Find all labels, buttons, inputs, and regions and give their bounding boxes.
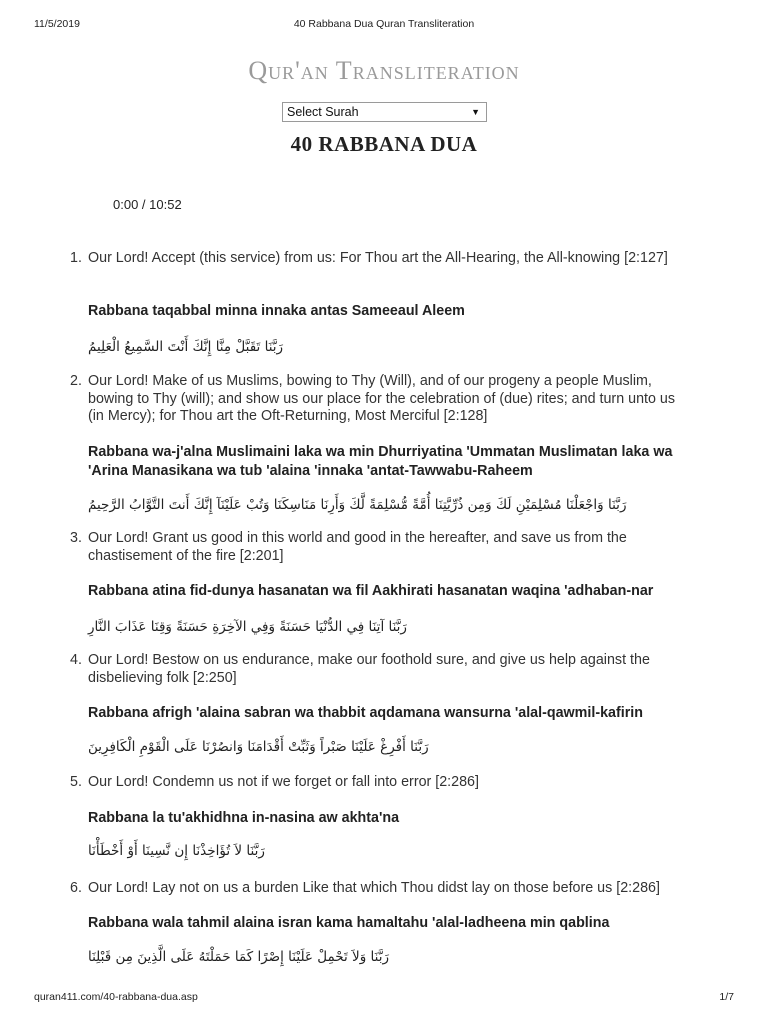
dua-number: 1. [70, 250, 82, 266]
dua-english: Our Lord! Grant us good in this world and good in the hereafter, and save us from the chastisement of the fire [2:201] [88, 530, 627, 564]
surah-select[interactable] [282, 102, 487, 122]
dua-arabic: رَبَّنَا وَلاَ تَحْمِلْ عَلَيْنَا إِصْرًا كَمَا حَمَلْتَهُ عَلَى الَّذِينَ مِن قَبْلِنَا [88, 949, 390, 965]
dua-arabic: رَبَّنَا وَاجْعَلْنَا مُسْلِمَيْنِ لَكَ وَمِن ذُرِّيَّتِنَا أُمَّةً مُّسْلِمَةً لَّكَ وَأَرِنَا مَنَاسِكَنَا وَتُبْ عَلَيْنَآ إِنَّكَ أَنتَ التَّوَّابُ الرَّحِيمُ [88, 497, 627, 513]
dua-transliteration: Rabbana taqabbal minna innaka antas Sameeaul Aleem [88, 303, 465, 319]
dua-transliteration: Rabbana atina fid-dunya hasanatan wa fil Aakhirati hasanatan waqina 'adhaban-nar [88, 583, 654, 599]
print-header [0, 18, 768, 32]
dua-number: 2. [70, 373, 82, 389]
dua-arabic: رَبَّنَا أَفْرِغْ عَلَيْنَا صَبْراً وَثَبِّتْ أَقْدَامَنَا وَانصُرْنَا عَلَى الْقَوْمِ الْكَافِرِينَ [88, 739, 429, 755]
dua-english: Our Lord! Condemn us not if we forget or fall into error [2:286] [88, 774, 479, 790]
dua-english: Our Lord! Bestow on us endurance, make our foothold sure, and give us help against the disbelieving folk [2:250] [88, 652, 650, 686]
print-doc-title: 40 Rabbana Dua Quran Transliteration [293, 18, 475, 30]
dua-number: 4. [70, 652, 82, 668]
dua-arabic: رَبَّنَا لاَ تُؤَاخِذْنَا إِن نَّسِينَا أَوْ أَخْطَأْنَا [88, 843, 265, 859]
dua-english: Our Lord! Make of us Muslims, bowing to Thy (Will), and of our progeny a people Muslim, bowing to Thy (will); and show us our place for the celebration of (due) rites; and turn unto us (in Mercy); for Thou art the Oft-Returning, Most Merciful [2:128] [88, 373, 676, 424]
page-heading: 40 RABBANA DUA [290, 132, 478, 156]
dua-number: 5. [70, 774, 82, 790]
print-date: 11/5/2019 [34, 18, 80, 30]
audio-time-display: 0:00 / 10:52 [113, 197, 182, 212]
print-page-number: 1/7 [719, 991, 734, 1003]
dua-arabic: رَبَّنَا آتِنَا فِي الدُّنْيَا حَسَنَةً وَفِي الآخِرَةِ حَسَنَةً وَقِنَا عَذَابَ النَّارِ [88, 619, 407, 635]
dua-number: 6. [70, 880, 82, 896]
surah-select-value: Select Surah [287, 105, 359, 119]
dua-transliteration: Rabbana wa-j'alna Muslimaini laka wa min Dhurriyatina 'Ummatan Muslimatan laka wa 'Arina Manasikana wa tub 'alaina 'innaka 'antat-Tawwabu-Raheem [88, 444, 673, 479]
dua-english: Our Lord! Accept (this service) from us: For Thou art the All-Hearing, the All-knowing [2:127] [88, 250, 668, 266]
dua-transliteration: Rabbana wala tahmil alaina isran kama hamaltahu 'alal-ladheena min qablina [88, 915, 610, 931]
dua-english: Our Lord! Lay not on us a burden Like that which Thou didst lay on those before us [2:286] [88, 880, 660, 896]
dua-number: 3. [70, 530, 82, 546]
site-title[interactable]: Qur'an Transliteration [248, 56, 520, 85]
chevron-down-icon: ▼ [471, 107, 480, 117]
print-url: quran411.com/40-rabbana-dua.asp [34, 991, 198, 1003]
dua-arabic: رَبَّنَا تَقَبَّلْ مِنَّا إِنَّكَ أَنْتَ السَّمِيعُ الْعَلِيمُ [88, 339, 284, 355]
dua-transliteration: Rabbana la tu'akhidhna in-nasina aw akhta'na [88, 810, 400, 826]
dua-transliteration: Rabbana afrigh 'alaina sabran wa thabbit aqdamana wansurna 'alal-qawmil-kafirin [88, 705, 643, 721]
print-footer [0, 991, 768, 1005]
